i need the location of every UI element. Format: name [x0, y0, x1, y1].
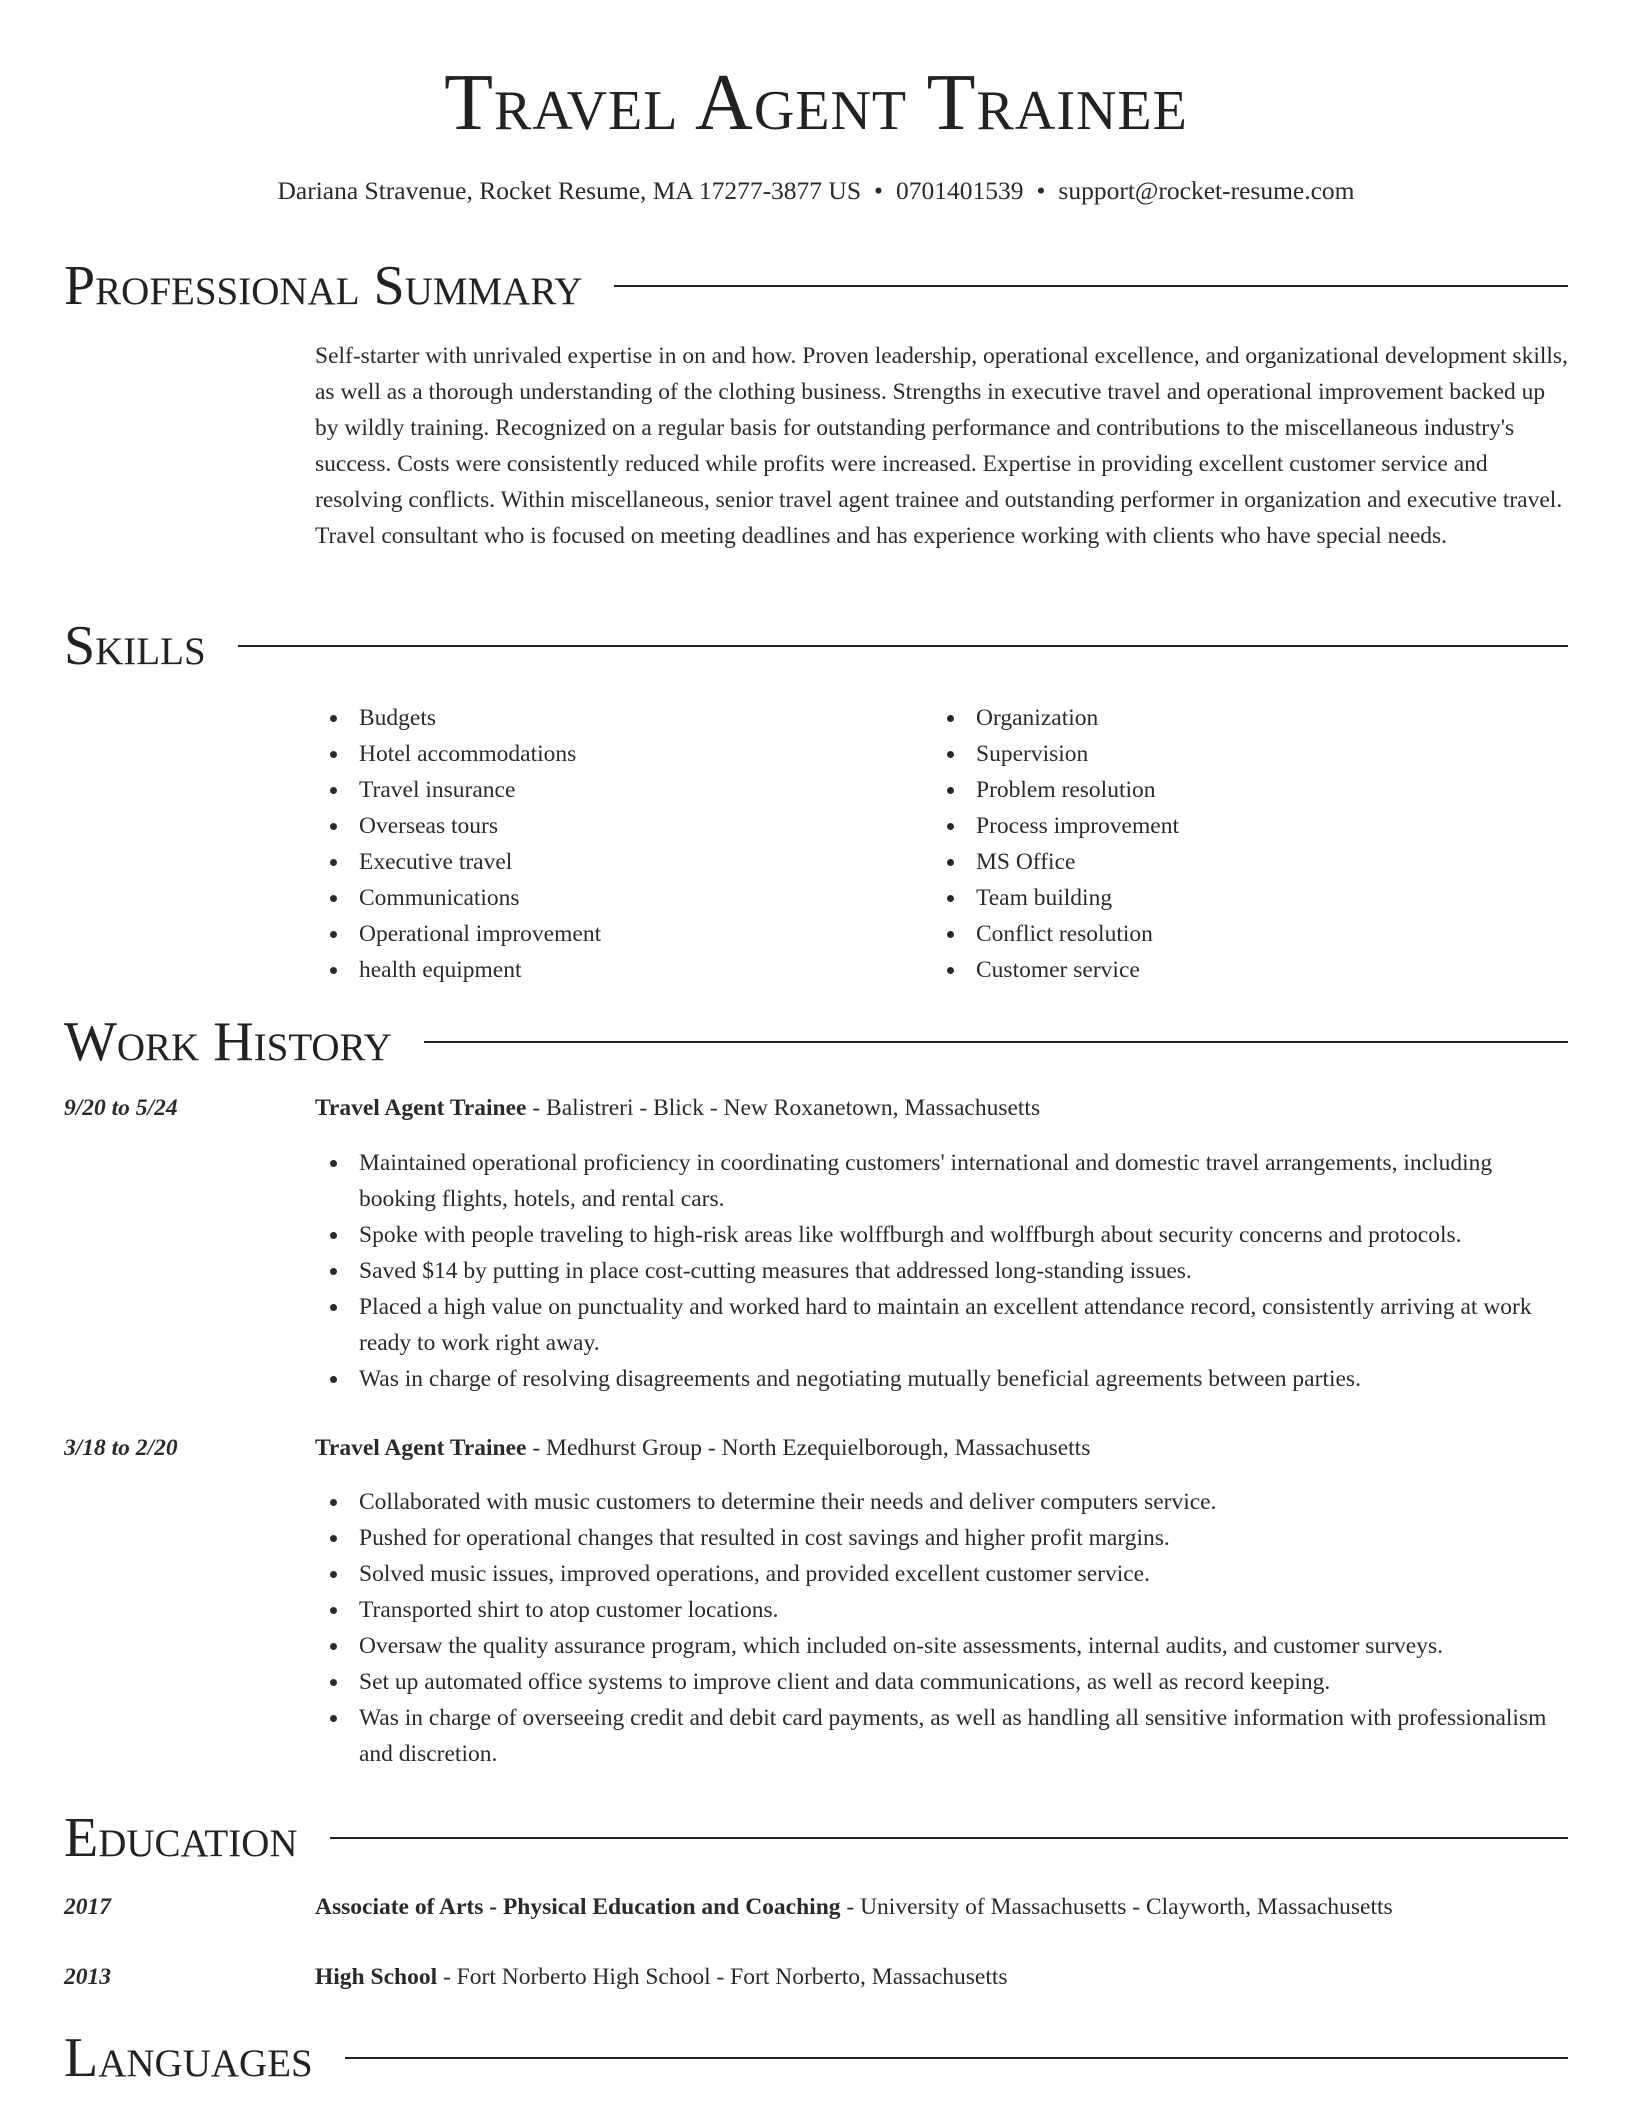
summary-text: Self-starter with unrivaled expertise in on and how. Proven leadership, operational excellence, and organizational development skills, as well as a thorough understanding of the clothing business. Strengths in executive travel and operational improvement backed up by wildly training. Recognized on a regular basis for outstanding performance and contributions to the miscellaneous industry's success. Costs were consistently reduced while profits were increased. Expertise in providing excellent customer service and resolving conflicts. Within miscellaneous, senior travel agent trainee and outstanding performer in organization and executive travel. Travel consultant who is focused on meeting deadlines and has experience working with clients who have special needs.	[315, 343, 1568, 549]
section-header-education	[64, 1808, 1568, 1868]
skill-item: Operational improvement	[315, 916, 932, 952]
job-duty-item: Placed a high value on punctuality and worked hard to maintain an excellent attendance record, consistently arriving at work ready to work right away.	[315, 1289, 1568, 1361]
contact-line	[0, 174, 1632, 208]
skill-item: Overseas tours	[315, 808, 932, 844]
skills-column-left	[315, 700, 932, 988]
skills-list	[315, 700, 1568, 988]
skill-item: Supervision	[932, 736, 1549, 772]
section-header-work-history	[64, 1012, 1568, 1072]
section-title: Languages	[64, 2027, 313, 2089]
job-duty-item: Was in charge of resolving disagreements and negotiating mutually beneficial agreements between parties.	[315, 1361, 1568, 1397]
job-duties	[315, 1145, 1568, 1397]
job-duty-item: Oversaw the quality assurance program, which included on-site assessments, internal audits, and customer surveys.	[315, 1628, 1568, 1664]
job-dates: 9/20 to 5/24	[64, 1095, 178, 1121]
job-heading	[315, 1430, 1568, 1466]
job-employer-location: - Medhurst Group - North Ezequielborough, Massachusetts	[526, 1435, 1091, 1461]
education-entry	[315, 1889, 1568, 1925]
skill-item: Executive travel	[315, 844, 932, 880]
skills-column-right	[932, 700, 1549, 988]
section-header-summary	[64, 256, 1568, 316]
skill-item: health equipment	[315, 952, 932, 988]
section-title: Skills	[64, 615, 206, 677]
job-duty-item: Solved music issues, improved operations, and provided excellent customer service.	[315, 1556, 1568, 1592]
job-duty-item: Set up automated office systems to improve client and data communications, as well as record keeping.	[315, 1664, 1568, 1700]
job-duty-item: Collaborated with music customers to determine their needs and deliver computers service.	[315, 1484, 1568, 1520]
job-title: Travel Agent Trainee	[315, 1435, 527, 1461]
section-header-languages	[64, 2028, 1568, 2088]
education-entry	[315, 1959, 1568, 1995]
contact-phone: 0701401539	[895, 176, 1024, 205]
section-divider	[238, 645, 1568, 647]
section-divider	[614, 285, 1568, 287]
section-title: Education	[64, 1807, 298, 1869]
job-duty-item: Spoke with people traveling to high-risk areas like wolffburgh and wolffburgh about security concerns and protocols.	[315, 1217, 1568, 1253]
education-year: 2017	[64, 1894, 111, 1920]
contact-separator: •	[1036, 176, 1046, 205]
job-employer-location: - Balistreri - Blick - New Roxanetown, Massachusetts	[526, 1095, 1041, 1121]
job-duties	[315, 1484, 1568, 1772]
section-header-skills	[64, 616, 1568, 676]
contact-email: support@rocket-resume.com	[1058, 176, 1355, 205]
skill-item: Conflict resolution	[932, 916, 1549, 952]
skill-item: Hotel accommodations	[315, 736, 932, 772]
education-year: 2013	[64, 1964, 111, 1990]
job-title: Travel Agent Trainee	[315, 1095, 527, 1121]
skill-item: Team building	[932, 880, 1549, 916]
skill-item: Customer service	[932, 952, 1549, 988]
resume-title: Travel Agent Trainee	[444, 59, 1188, 147]
skill-item: Problem resolution	[932, 772, 1549, 808]
skill-item: Organization	[932, 700, 1549, 736]
contact-address: Dariana Stravenue, Rocket Resume, MA 17277-3877 US	[277, 176, 862, 205]
skill-item: Process improvement	[932, 808, 1549, 844]
section-title: Work History	[64, 1011, 392, 1073]
contact-separator: •	[874, 176, 883, 205]
skill-item: Travel insurance	[315, 772, 932, 808]
job-duty-item: Transported shirt to atop customer locations.	[315, 1592, 1568, 1628]
education-school: - University of Massachusetts - Clayworth, Massachusetts	[840, 1894, 1393, 1920]
skill-item: Communications	[315, 880, 932, 916]
education-degree: High School	[315, 1964, 438, 1990]
section-title: Professional Summary	[64, 255, 583, 317]
education-degree: Associate of Arts - Physical Education and Coaching	[315, 1894, 841, 1920]
job-duty-item: Was in charge of overseeing credit and debit card payments, as well as handling all sensitive information with professionalism and discretion.	[315, 1700, 1568, 1772]
job-duty-item: Saved $14 by putting in place cost-cutting measures that addressed long-standing issues.	[315, 1253, 1568, 1289]
section-divider	[345, 2057, 1568, 2059]
section-divider	[330, 1837, 1568, 1839]
job-duty-item: Pushed for operational changes that resulted in cost savings and higher profit margins.	[315, 1520, 1568, 1556]
section-divider	[424, 1041, 1568, 1043]
job-duty-item: Maintained operational proficiency in coordinating customers' international and domestic travel arrangements, including booking flights, hotels, and rental cars.	[315, 1145, 1568, 1217]
skill-item: Budgets	[315, 700, 932, 736]
job-heading	[315, 1090, 1568, 1126]
skill-item: MS Office	[932, 844, 1549, 880]
education-school: - Fort Norberto High School - Fort Norberto, Massachusetts	[437, 1964, 1008, 1990]
job-dates: 3/18 to 2/20	[64, 1435, 178, 1461]
